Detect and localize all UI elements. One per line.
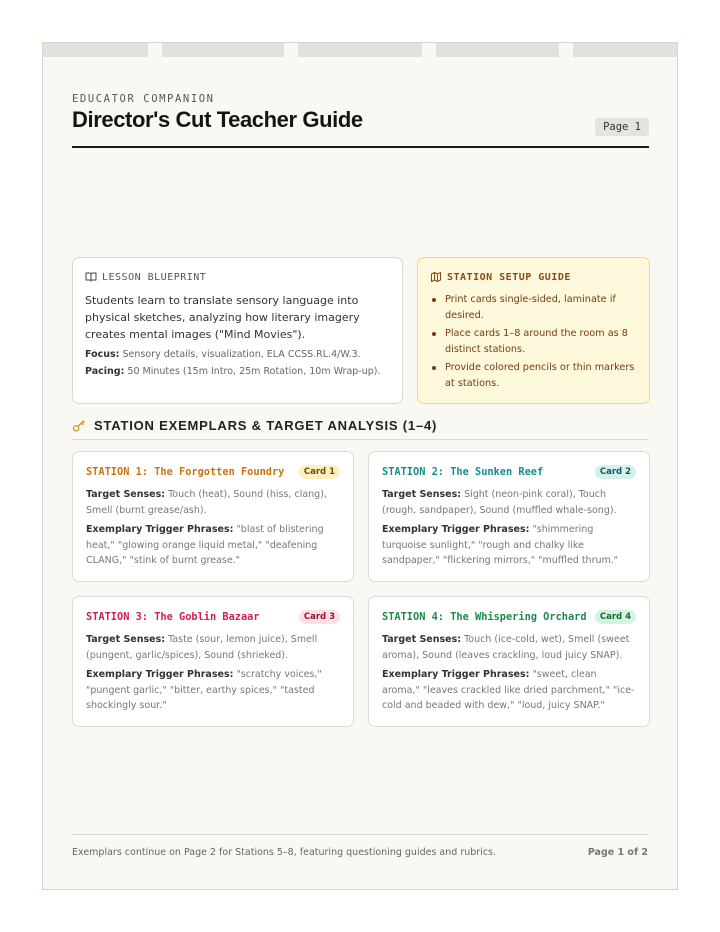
page-tab bbox=[298, 43, 422, 57]
station-title: STATION 2: The Sunken Reef bbox=[382, 466, 544, 478]
footer-note: Exemplars continue on Page 2 for Stations 5–8, featuring questioning guides and rubrics. bbox=[72, 847, 497, 858]
setup-heading bbox=[430, 270, 637, 284]
target-senses bbox=[86, 632, 340, 663]
page-title: Director's Cut Teacher Guide bbox=[72, 107, 363, 132]
phrases-value: "blast of blistering heat," "glowing orange liquid metal," "deafening CLANG," "stink of burnt grease." bbox=[86, 524, 324, 566]
page-tab bbox=[436, 43, 559, 57]
phrases-label: Exemplary Trigger Phrases: bbox=[86, 669, 234, 680]
section-heading-text: STATION EXEMPLARS & TARGET ANALYSIS (1–4) bbox=[94, 418, 438, 433]
page-tab bbox=[573, 43, 677, 57]
card-badge: Card 3 bbox=[299, 610, 340, 624]
station-card-1 bbox=[72, 451, 354, 582]
focus-value: Sensory details, visualization, ELA CCSS.RL.4/W.3. bbox=[122, 349, 361, 360]
page-badge: Page 1 bbox=[595, 118, 649, 136]
setup-heading-text: STATION SETUP GUIDE bbox=[447, 271, 571, 283]
target-senses bbox=[382, 487, 636, 518]
setup-item: Place cards 1–8 around the room as 8 distinct stations. bbox=[445, 326, 637, 357]
setup-list bbox=[430, 292, 637, 391]
setup-item: Provide colored pencils or thin markers at stations. bbox=[445, 360, 637, 391]
card-badge: Card 1 bbox=[299, 465, 340, 479]
phrases-label: Exemplary Trigger Phrases: bbox=[382, 524, 530, 535]
station-card-3 bbox=[72, 596, 354, 727]
pacing-value: 50 Minutes (15m Intro, 25m Rotation, 10m Wrap-up). bbox=[127, 366, 381, 377]
station-title: STATION 4: The Whispering Orchard bbox=[382, 611, 587, 623]
phrases-value: "sweet, clean aroma," "leaves crackled like dried parchment," "ice-cold and beaded with dew," "loud, juicy SNAP." bbox=[382, 669, 635, 711]
lesson-focus bbox=[85, 348, 390, 361]
card-badge: Card 2 bbox=[595, 465, 636, 479]
lesson-pacing bbox=[85, 365, 390, 378]
lesson-heading-text: LESSON BLUEPRINT bbox=[102, 271, 207, 283]
pacing-label: Pacing: bbox=[85, 366, 125, 377]
open-book-icon bbox=[85, 271, 97, 283]
trigger-phrases bbox=[382, 667, 636, 714]
senses-value: Taste (sour, lemon juice), Smell (pungent, garlic/spices), Sound (shrieked). bbox=[86, 634, 318, 661]
phrases-value: "scratchy voices," "pungent garlic," "bitter, earthy spices," "tasted shockingly sour." bbox=[86, 669, 322, 711]
footer-page-number: Page 1 of 2 bbox=[587, 847, 648, 858]
section-heading bbox=[72, 418, 437, 433]
lesson-heading bbox=[85, 270, 390, 284]
senses-value: Sight (neon-pink coral), Touch (rough, sandpaper), Sound (muffled whale-song). bbox=[382, 489, 617, 516]
senses-label: Target Senses: bbox=[382, 489, 462, 500]
phrases-label: Exemplary Trigger Phrases: bbox=[382, 669, 530, 680]
focus-label: Focus: bbox=[85, 349, 120, 360]
footer-rule bbox=[72, 834, 649, 835]
senses-label: Target Senses: bbox=[86, 634, 166, 645]
senses-value: Touch (heat), Sound (hiss, clang), Smell (burnt grease/ash). bbox=[86, 489, 327, 516]
document-page bbox=[42, 42, 678, 890]
station-card-head bbox=[86, 609, 340, 625]
senses-label: Target Senses: bbox=[86, 489, 166, 500]
station-setup-box bbox=[417, 257, 650, 404]
lesson-blueprint-box bbox=[72, 257, 403, 404]
trigger-phrases bbox=[86, 522, 340, 569]
trigger-phrases bbox=[382, 522, 636, 569]
senses-value: Touch (ice-cold, wet), Smell (sweet aroma), Sound (leaves crackling, loud juicy SNAP). bbox=[382, 634, 630, 661]
title-rule bbox=[72, 146, 649, 148]
senses-label: Target Senses: bbox=[382, 634, 462, 645]
station-card-head bbox=[382, 464, 636, 480]
station-card-4 bbox=[368, 596, 650, 727]
page-tab bbox=[162, 43, 284, 57]
page-tab-strip bbox=[43, 43, 677, 57]
setup-item: Print cards single-sided, laminate if desired. bbox=[445, 292, 637, 323]
eyebrow-label: EDUCATOR COMPANION bbox=[72, 93, 215, 105]
lesson-description: Students learn to translate sensory language into physical sketches, analyzing how literary imagery creates mental images ("Mind Movies"). bbox=[85, 294, 360, 341]
station-title: STATION 1: The Forgotten Foundry bbox=[86, 466, 285, 478]
station-title: STATION 3: The Goblin Bazaar bbox=[86, 611, 260, 623]
target-senses bbox=[86, 487, 340, 518]
target-senses bbox=[382, 632, 636, 663]
page-tab bbox=[43, 43, 148, 57]
map-icon bbox=[430, 271, 442, 283]
key-icon bbox=[72, 419, 86, 433]
station-card-head bbox=[382, 609, 636, 625]
station-card-head bbox=[86, 464, 340, 480]
phrases-value: "shimmering turquoise sunlight," "rough and chalky like sandpaper," "flickering mirrors," "muffled thrum." bbox=[382, 524, 619, 566]
station-card-2 bbox=[368, 451, 650, 582]
card-badge: Card 4 bbox=[595, 610, 636, 624]
section-rule bbox=[72, 439, 649, 440]
trigger-phrases bbox=[86, 667, 340, 714]
phrases-label: Exemplary Trigger Phrases: bbox=[86, 524, 234, 535]
